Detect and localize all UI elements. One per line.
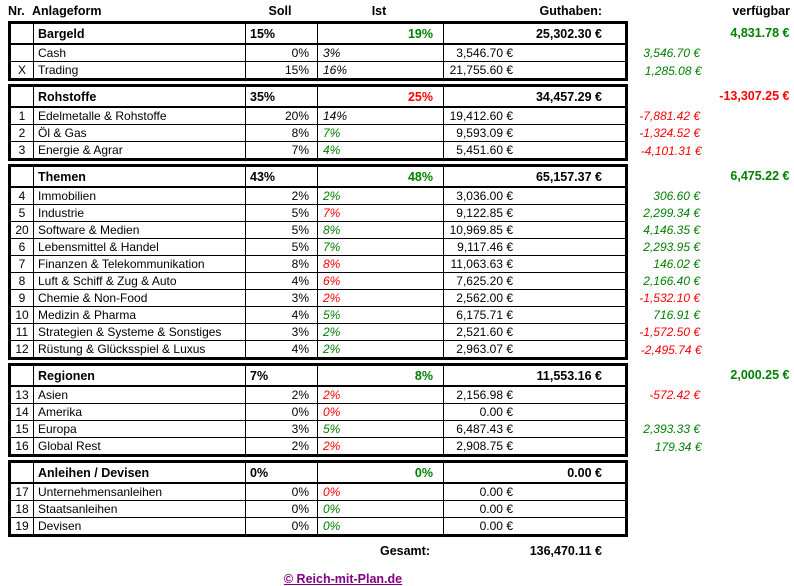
section-soll: 43% bbox=[246, 166, 318, 188]
row-ist: 0% bbox=[318, 501, 444, 518]
section-name: Bargeld bbox=[34, 23, 246, 45]
row-ist: 7% bbox=[318, 125, 444, 142]
row-soll: 2% bbox=[246, 438, 318, 456]
section-table bbox=[8, 164, 794, 360]
row-ist: 8% bbox=[318, 256, 444, 273]
row-guthaben: 3,546.70 € bbox=[444, 44, 627, 62]
section-table bbox=[8, 460, 794, 537]
row-diff: -572.42 € bbox=[649, 387, 700, 402]
row-nr: 15 bbox=[10, 421, 34, 438]
row-ist: 2% bbox=[318, 290, 444, 307]
section-name: Themen bbox=[34, 166, 246, 188]
table-row bbox=[10, 222, 794, 239]
row-guthaben: 21,755.60 € bbox=[444, 62, 627, 80]
gesamt-label: Gesamt: bbox=[379, 544, 430, 558]
row-ist: 5% bbox=[318, 421, 444, 438]
row-verf-spacer bbox=[707, 222, 794, 239]
table-row bbox=[10, 290, 794, 307]
section-gap bbox=[627, 166, 707, 188]
row-soll: 0% bbox=[246, 404, 318, 421]
row-nr: 17 bbox=[10, 483, 34, 501]
row-ist: 2% bbox=[318, 324, 444, 341]
row-name: Lebensmittel & Handel bbox=[34, 239, 246, 256]
row-nr: 16 bbox=[10, 438, 34, 456]
row-verf-spacer bbox=[707, 239, 794, 256]
header-anlageform: Anlageform bbox=[32, 3, 102, 18]
table-row bbox=[10, 44, 794, 62]
row-guthaben: 5,451.60 € bbox=[444, 142, 627, 160]
row-nr bbox=[10, 44, 34, 62]
row-guthaben: 0.00 € bbox=[444, 404, 627, 421]
section-ist: 25% bbox=[318, 86, 444, 108]
row-name: Global Rest bbox=[34, 438, 246, 456]
row-name: Finanzen & Telekommunikation bbox=[34, 256, 246, 273]
section-table bbox=[8, 363, 794, 457]
row-guthaben: 2,521.60 € bbox=[444, 324, 627, 341]
table-row bbox=[10, 501, 794, 518]
row-name: Immobilien bbox=[34, 187, 246, 205]
row-nr: 8 bbox=[10, 273, 34, 290]
row-soll: 8% bbox=[246, 125, 318, 142]
row-ist: 7% bbox=[318, 205, 444, 222]
row-ist: 0% bbox=[318, 483, 444, 501]
table-row bbox=[10, 341, 794, 359]
column-header-row bbox=[8, 0, 792, 21]
section-gap bbox=[627, 365, 707, 387]
row-diff: 2,166.40 € bbox=[643, 274, 700, 288]
row-diff bbox=[627, 404, 707, 421]
table-row bbox=[10, 404, 794, 421]
row-diff: -2,495.74 € bbox=[640, 342, 702, 357]
section-name: Regionen bbox=[34, 365, 246, 387]
row-verf-spacer bbox=[707, 107, 794, 125]
section-nr-cell bbox=[10, 462, 34, 484]
row-guthaben: 2,156.98 € bbox=[444, 386, 627, 404]
table-row bbox=[10, 518, 794, 536]
row-diff: -7,881.42 € bbox=[639, 108, 700, 123]
section-verfuegbar: -13,307.25 € bbox=[719, 89, 790, 104]
section-ist: 19% bbox=[318, 23, 444, 45]
row-diff bbox=[627, 483, 707, 501]
row-guthaben: 6,175.71 € bbox=[444, 307, 627, 324]
row-diff: 2,393.33 € bbox=[643, 422, 700, 436]
row-verf-spacer bbox=[707, 290, 794, 307]
section-guthaben: 65,157.37 € bbox=[444, 166, 627, 188]
section-name: Rohstoffe bbox=[34, 86, 246, 108]
row-diff: -1,572.50 € bbox=[639, 325, 700, 339]
row-diff: -4,101.31 € bbox=[640, 143, 702, 158]
row-ist: 8% bbox=[318, 222, 444, 239]
row-name: Chemie & Non-Food bbox=[34, 290, 246, 307]
row-ist: 2% bbox=[318, 341, 444, 359]
row-name: Energie & Agrar bbox=[34, 142, 246, 160]
row-guthaben: 11,063.63 € bbox=[444, 256, 627, 273]
section-nr-cell bbox=[10, 166, 34, 188]
section-guthaben: 34,457.29 € bbox=[444, 86, 627, 108]
row-nr: 12 bbox=[10, 341, 34, 359]
row-nr: 3 bbox=[10, 142, 34, 160]
row-guthaben: 10,969.85 € bbox=[444, 222, 627, 239]
row-verf-spacer bbox=[707, 44, 794, 62]
section-header-row bbox=[10, 462, 794, 484]
row-name: Cash bbox=[34, 44, 246, 62]
row-ist: 2% bbox=[318, 386, 444, 404]
row-ist: 0% bbox=[318, 518, 444, 536]
reich-mit-plan-link[interactable]: © Reich-mit-Plan.de bbox=[283, 572, 403, 586]
row-soll: 4% bbox=[246, 307, 318, 324]
row-guthaben: 19,412.60 € bbox=[444, 107, 627, 125]
row-guthaben: 7,625.20 € bbox=[444, 273, 627, 290]
row-name: Trading bbox=[34, 62, 246, 80]
section-nr-cell bbox=[10, 365, 34, 387]
row-soll: 5% bbox=[246, 239, 318, 256]
row-soll: 7% bbox=[246, 142, 318, 160]
row-verf-spacer bbox=[707, 205, 794, 222]
row-verf-spacer bbox=[707, 421, 794, 438]
row-nr: 11 bbox=[10, 324, 34, 341]
footer bbox=[8, 572, 678, 586]
row-soll: 3% bbox=[246, 324, 318, 341]
row-verf-spacer bbox=[707, 125, 794, 142]
table-row bbox=[10, 239, 794, 256]
row-nr: 7 bbox=[10, 256, 34, 273]
row-soll: 20% bbox=[246, 107, 318, 125]
header-gap bbox=[625, 0, 705, 21]
row-verf-spacer bbox=[707, 483, 794, 501]
section-verfuegbar bbox=[707, 462, 794, 484]
row-ist: 2% bbox=[318, 187, 444, 205]
row-ist: 4% bbox=[318, 142, 444, 160]
row-name: Medizin & Pharma bbox=[34, 307, 246, 324]
row-diff: 2,299.34 € bbox=[643, 206, 700, 220]
sections-container bbox=[0, 21, 792, 537]
row-diff: -1,532.10 € bbox=[639, 291, 700, 305]
row-ist: 5% bbox=[318, 307, 444, 324]
row-nr: 14 bbox=[10, 404, 34, 421]
row-ist: 16% bbox=[318, 62, 444, 80]
row-soll: 5% bbox=[246, 222, 318, 239]
row-diff: 716.91 € bbox=[653, 308, 700, 322]
row-nr: 18 bbox=[10, 501, 34, 518]
table-row bbox=[10, 125, 794, 142]
row-verf-spacer bbox=[707, 324, 794, 341]
row-diff: 1,285.08 € bbox=[644, 63, 702, 78]
row-verf-spacer bbox=[707, 518, 794, 536]
section-soll: 0% bbox=[246, 462, 318, 484]
row-guthaben: 9,122.85 € bbox=[444, 205, 627, 222]
row-soll: 4% bbox=[246, 341, 318, 359]
section-verfuegbar: 6,475.22 € bbox=[730, 169, 790, 184]
row-guthaben: 0.00 € bbox=[444, 501, 627, 518]
header-nr: Nr. bbox=[8, 3, 25, 18]
section-gap bbox=[627, 462, 707, 484]
row-soll: 0% bbox=[246, 483, 318, 501]
section-soll: 15% bbox=[246, 23, 318, 45]
row-verf-spacer bbox=[707, 256, 794, 273]
row-guthaben: 2,963.07 € bbox=[444, 341, 627, 359]
row-soll: 3% bbox=[246, 290, 318, 307]
row-verf-spacer bbox=[707, 62, 794, 80]
row-name: Strategien & Systeme & Sonstiges bbox=[34, 324, 246, 341]
row-diff: -1,324.52 € bbox=[639, 126, 700, 140]
table-row bbox=[10, 386, 794, 404]
row-verf-spacer bbox=[707, 307, 794, 324]
table-row bbox=[10, 421, 794, 438]
row-name: Amerika bbox=[34, 404, 246, 421]
row-nr: 19 bbox=[10, 518, 34, 536]
section-nr-cell bbox=[10, 23, 34, 45]
row-name: Asien bbox=[34, 386, 246, 404]
table-row bbox=[10, 205, 794, 222]
table-row bbox=[10, 307, 794, 324]
row-diff bbox=[627, 518, 707, 536]
section-header-row bbox=[10, 86, 794, 108]
section-header-row bbox=[10, 365, 794, 387]
header-verfuegbar: verfügbar bbox=[732, 3, 790, 18]
row-verf-spacer bbox=[707, 438, 794, 456]
section-guthaben: 25,302.30 € bbox=[444, 23, 627, 45]
row-soll: 4% bbox=[246, 273, 318, 290]
table-row bbox=[10, 438, 794, 456]
section-header-row bbox=[10, 166, 794, 188]
row-soll: 15% bbox=[246, 62, 318, 80]
section-verfuegbar: 4,831.78 € bbox=[730, 26, 790, 41]
section-table bbox=[8, 84, 794, 161]
row-diff: 146.02 € bbox=[653, 257, 700, 271]
table-row bbox=[10, 142, 794, 160]
header-guthaben: Guthaben: bbox=[539, 3, 602, 18]
row-diff: 179.34 € bbox=[654, 439, 702, 454]
row-nr: X bbox=[10, 62, 34, 80]
gesamt-row bbox=[8, 540, 792, 562]
section-verfuegbar: 2,000.25 € bbox=[730, 368, 790, 383]
row-guthaben: 6,487.43 € bbox=[444, 421, 627, 438]
row-nr: 9 bbox=[10, 290, 34, 307]
section-guthaben: 11,553.16 € bbox=[444, 365, 627, 387]
row-guthaben: 9,593.09 € bbox=[444, 125, 627, 142]
row-guthaben: 0.00 € bbox=[444, 518, 627, 536]
row-nr: 13 bbox=[10, 386, 34, 404]
section-name: Anleihen / Devisen bbox=[34, 462, 246, 484]
row-name: Devisen bbox=[34, 518, 246, 536]
row-guthaben: 2,908.75 € bbox=[444, 438, 627, 456]
row-nr: 4 bbox=[10, 187, 34, 205]
row-verf-spacer bbox=[707, 404, 794, 421]
row-soll: 0% bbox=[246, 501, 318, 518]
section-nr-cell bbox=[10, 86, 34, 108]
row-verf-spacer bbox=[707, 501, 794, 518]
row-name: Industrie bbox=[34, 205, 246, 222]
row-ist: 3% bbox=[318, 44, 444, 62]
row-verf-spacer bbox=[707, 341, 794, 359]
row-guthaben: 3,036.00 € bbox=[444, 187, 627, 205]
row-soll: 0% bbox=[246, 518, 318, 536]
section-ist: 0% bbox=[318, 462, 444, 484]
section-gap bbox=[627, 23, 707, 45]
section-ist: 48% bbox=[318, 166, 444, 188]
row-name: Rüstung & Glücksspiel & Luxus bbox=[34, 341, 246, 359]
row-guthaben: 9,117.46 € bbox=[444, 239, 627, 256]
table-row bbox=[10, 256, 794, 273]
row-nr: 6 bbox=[10, 239, 34, 256]
table-row bbox=[10, 62, 794, 80]
row-ist: 7% bbox=[318, 239, 444, 256]
row-nr: 5 bbox=[10, 205, 34, 222]
row-nr: 10 bbox=[10, 307, 34, 324]
row-name: Staatsanleihen bbox=[34, 501, 246, 518]
row-name: Edelmetalle & Rohstoffe bbox=[34, 107, 246, 125]
row-ist: 14% bbox=[318, 107, 444, 125]
section-gap bbox=[627, 86, 707, 108]
row-soll: 3% bbox=[246, 421, 318, 438]
row-soll: 0% bbox=[246, 44, 318, 62]
row-verf-spacer bbox=[707, 386, 794, 404]
table-row bbox=[10, 107, 794, 125]
row-diff: 3,546.70 € bbox=[643, 45, 700, 60]
row-verf-spacer bbox=[707, 142, 794, 160]
row-diff: 2,293.95 € bbox=[643, 240, 700, 254]
row-soll: 5% bbox=[246, 205, 318, 222]
row-nr: 2 bbox=[10, 125, 34, 142]
row-soll: 2% bbox=[246, 187, 318, 205]
section-table bbox=[8, 21, 794, 81]
table-row bbox=[10, 187, 794, 205]
section-ist: 8% bbox=[318, 365, 444, 387]
row-soll: 8% bbox=[246, 256, 318, 273]
section-soll: 35% bbox=[246, 86, 318, 108]
row-name: Europa bbox=[34, 421, 246, 438]
row-diff: 306.60 € bbox=[653, 188, 700, 203]
row-guthaben: 2,562.00 € bbox=[444, 290, 627, 307]
header-ist: Ist bbox=[371, 3, 387, 18]
row-verf-spacer bbox=[707, 273, 794, 290]
table-row bbox=[10, 273, 794, 290]
row-ist: 6% bbox=[318, 273, 444, 290]
row-diff: 4,146.35 € bbox=[643, 223, 700, 237]
row-nr: 1 bbox=[10, 107, 34, 125]
row-name: Unternehmensanleihen bbox=[34, 483, 246, 501]
section-soll: 7% bbox=[246, 365, 318, 387]
row-verf-spacer bbox=[707, 187, 794, 205]
row-name: Software & Medien bbox=[34, 222, 246, 239]
row-soll: 2% bbox=[246, 386, 318, 404]
table-row bbox=[10, 483, 794, 501]
row-name: Luft & Schiff & Zug & Auto bbox=[34, 273, 246, 290]
row-nr: 20 bbox=[10, 222, 34, 239]
row-diff bbox=[627, 501, 707, 518]
header-soll: Soll bbox=[268, 3, 292, 18]
table-row bbox=[10, 324, 794, 341]
row-ist: 0% bbox=[318, 404, 444, 421]
row-ist: 2% bbox=[318, 438, 444, 456]
section-guthaben: 0.00 € bbox=[444, 462, 627, 484]
row-name: Öl & Gas bbox=[34, 125, 246, 142]
row-guthaben: 0.00 € bbox=[444, 483, 627, 501]
gesamt-value: 136,470.11 € bbox=[529, 544, 602, 558]
section-header-row bbox=[10, 23, 794, 45]
